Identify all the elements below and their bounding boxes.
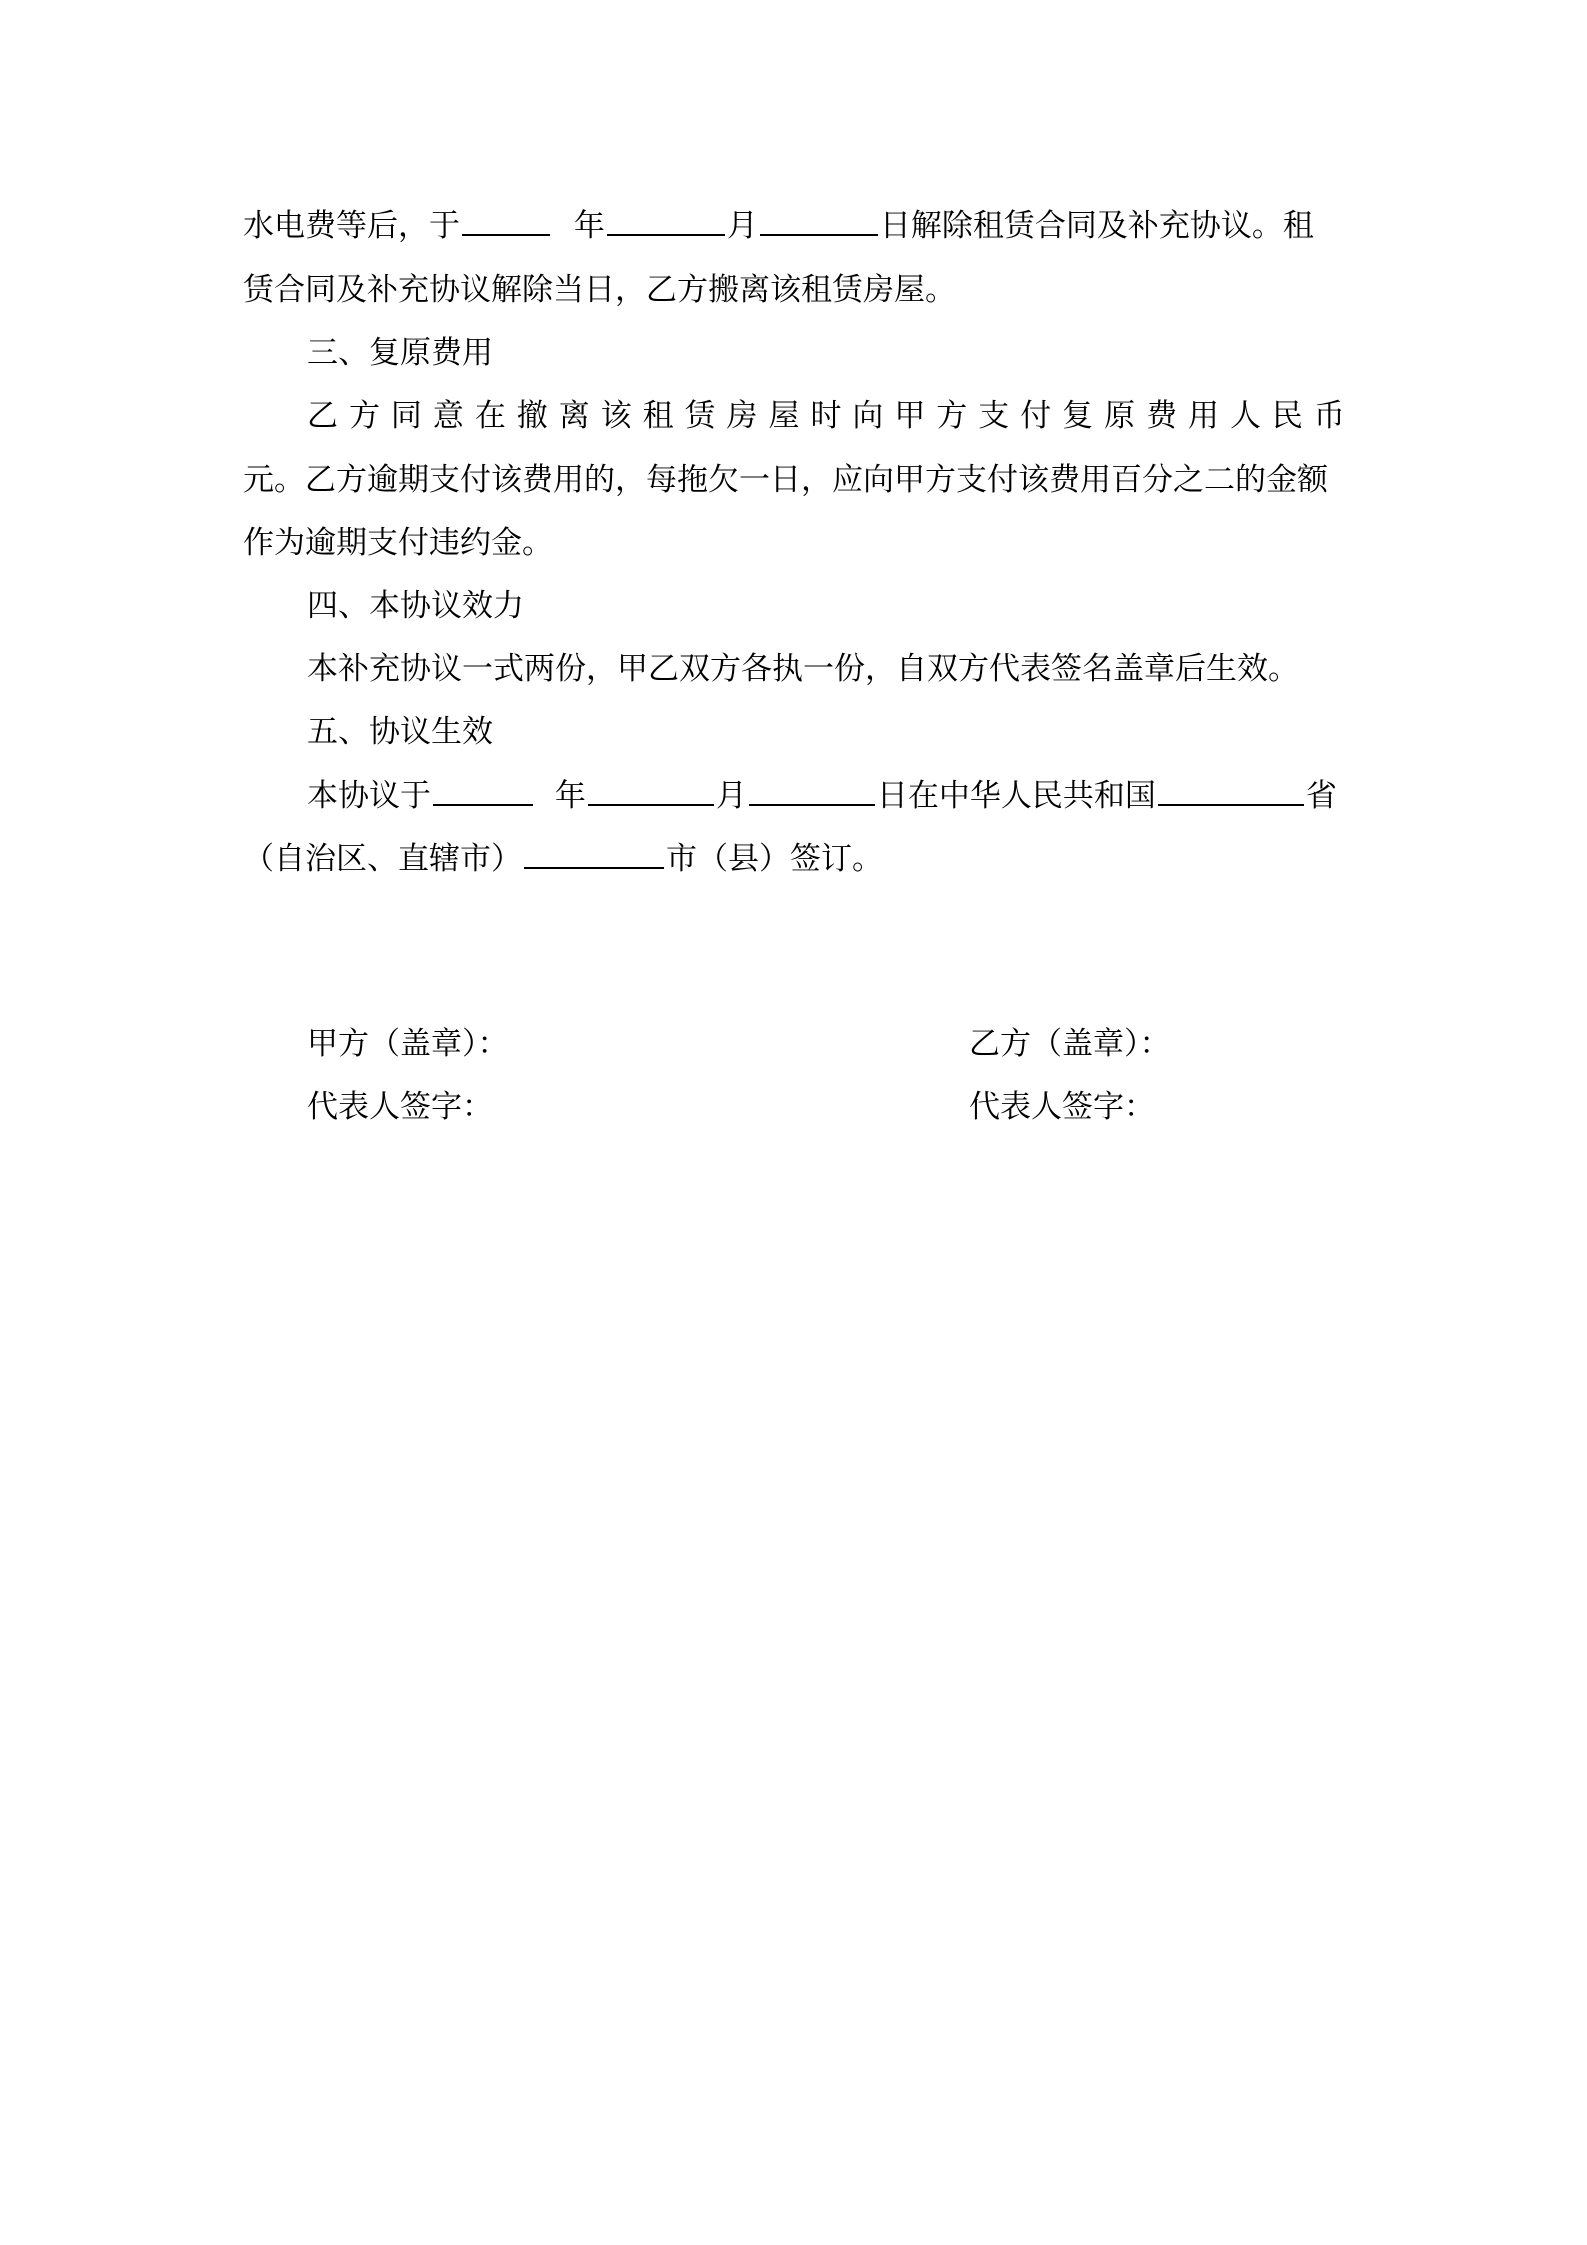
char: 复 — [1062, 398, 1094, 434]
section3-line3: 作为逾期支付违约金。 — [243, 525, 553, 561]
char: 租 — [642, 398, 674, 434]
char: 人 — [1229, 398, 1261, 434]
char: 屋 — [768, 398, 800, 434]
char: 意 — [432, 398, 464, 434]
char: 原 — [1104, 398, 1136, 434]
day-blank[interactable] — [760, 204, 878, 236]
char: 付 — [1020, 398, 1052, 434]
party-a-rep-label: 代表人签字： — [307, 1089, 493, 1125]
char: 撤 — [516, 398, 548, 434]
char: 在 — [474, 398, 506, 434]
char: 离 — [558, 398, 590, 434]
char: 赁 — [684, 398, 716, 434]
section3-line1 — [307, 394, 1345, 438]
para1-text-1: 水电费等后，于 — [243, 208, 460, 244]
section5-heading: 五、协议生效 — [307, 714, 493, 750]
char: 费 — [1146, 398, 1178, 434]
party-a-seal-label: 甲方（盖章）： — [307, 1026, 509, 1062]
char: 方 — [348, 398, 380, 434]
party-b-seal-label: 乙方（盖章）： — [969, 1026, 1171, 1062]
char: 该 — [600, 398, 632, 434]
char: 房 — [726, 398, 758, 434]
section5-text-4: 日在中华人民共和国 — [876, 778, 1156, 814]
party-b-rep-label: 代表人签字： — [969, 1089, 1155, 1125]
city-blank[interactable] — [524, 837, 664, 869]
para1-text-4: 日解除租赁合同及补充协议。租 — [879, 208, 1314, 244]
year-blank[interactable] — [462, 204, 550, 236]
char: 甲 — [894, 398, 926, 434]
section5-line1 — [307, 774, 1345, 818]
char: 向 — [852, 398, 884, 434]
section4-heading: 四、本协议效力 — [307, 588, 524, 624]
char: 同 — [390, 398, 422, 434]
section5-text-7: 市（县）签订。 — [666, 841, 883, 877]
char: 币 — [1313, 398, 1345, 434]
year-blank[interactable] — [433, 774, 533, 806]
month-blank[interactable] — [607, 204, 725, 236]
section5-text-6: （自治区、直辖市） — [243, 841, 522, 877]
para1-line2: 赁合同及补充协议解除当日，乙方搬离该租赁房屋。 — [243, 272, 956, 308]
section5-text-3: 月 — [715, 778, 747, 814]
section4-text: 本补充协议一式两份，甲乙双方各执一份，自双方代表签名盖章后生效。 — [307, 651, 1299, 687]
char: 支 — [978, 398, 1010, 434]
section3-heading: 三、复原费用 — [307, 335, 493, 371]
char: 用 — [1188, 398, 1220, 434]
day-blank[interactable] — [749, 774, 875, 806]
section3-line2: 元。乙方逾期支付该费用的，每拖欠一日，应向甲方支付该费用百分之二的金额 — [243, 462, 1328, 498]
para1-line1 — [243, 204, 1345, 248]
char: 民 — [1271, 398, 1303, 434]
para1-text-3: 月 — [726, 208, 758, 244]
section5-text-2: 年 — [554, 778, 586, 814]
para1-text-2: 年 — [573, 208, 605, 244]
province-blank[interactable] — [1158, 774, 1304, 806]
char: 方 — [936, 398, 968, 434]
char: 乙 — [307, 398, 338, 434]
section5-text-5: 省 — [1305, 778, 1337, 814]
section5-line2 — [243, 837, 1345, 881]
char: 时 — [810, 398, 842, 434]
month-blank[interactable] — [588, 774, 714, 806]
section5-text-1: 本协议于 — [307, 778, 431, 814]
